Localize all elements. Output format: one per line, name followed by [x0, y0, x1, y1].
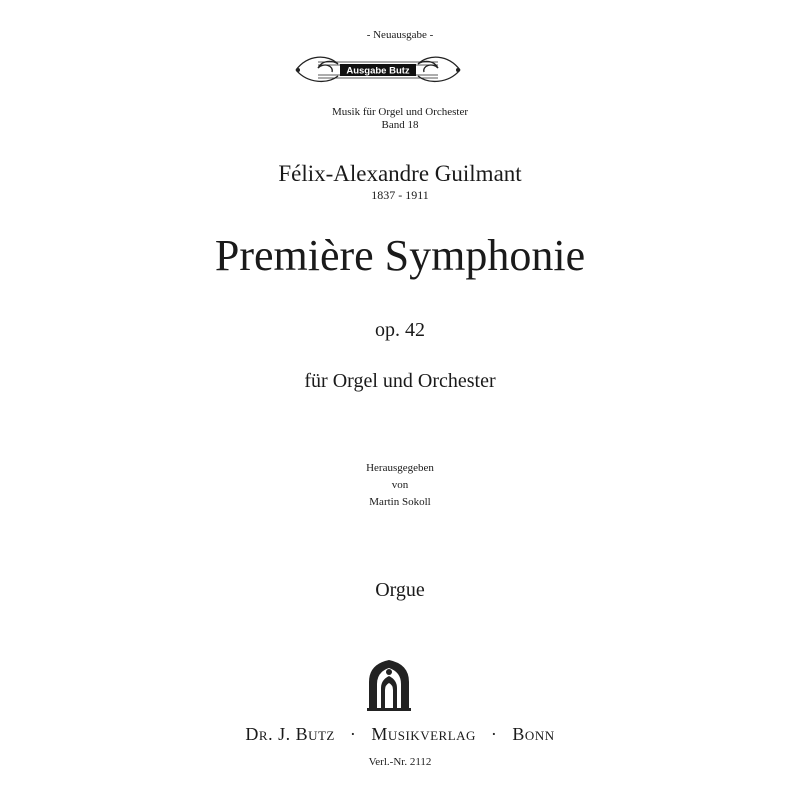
work-title: Première Symphonie [214, 231, 586, 280]
composer-name: Félix-Alexandre Guilmant [278, 161, 522, 186]
opus-number: op. 42 [375, 319, 425, 341]
editor-line-2: von [391, 479, 409, 491]
publisher-type: Musikverlag [371, 724, 476, 744]
publisher-name: Dr. J. Butz [245, 724, 335, 744]
scoring: für Orgel und Orchester [304, 370, 496, 392]
editor-line-1: Herausgegeben [366, 462, 434, 474]
editor-name: Martin Sokoll [369, 496, 431, 508]
catalog-number: Verl.-Nr. 2112 [368, 756, 432, 768]
publisher-city: Bonn [512, 724, 555, 744]
series-title: Musik für Orgel und Orchester [331, 106, 469, 118]
volume-number: Band 18 [381, 119, 419, 131]
separator: · [490, 724, 498, 744]
separator: · [349, 724, 357, 744]
composer-dates: 1837 - 1911 [371, 188, 429, 202]
publisher-line [0, 722, 800, 746]
logo-text: Ausgabe Butz [346, 65, 410, 77]
edition-note: - Neuausgabe - [366, 29, 434, 41]
ausgabe-butz-logo [288, 40, 468, 100]
gothic-window-icon [367, 658, 411, 712]
part-name: Orgue [375, 579, 425, 601]
